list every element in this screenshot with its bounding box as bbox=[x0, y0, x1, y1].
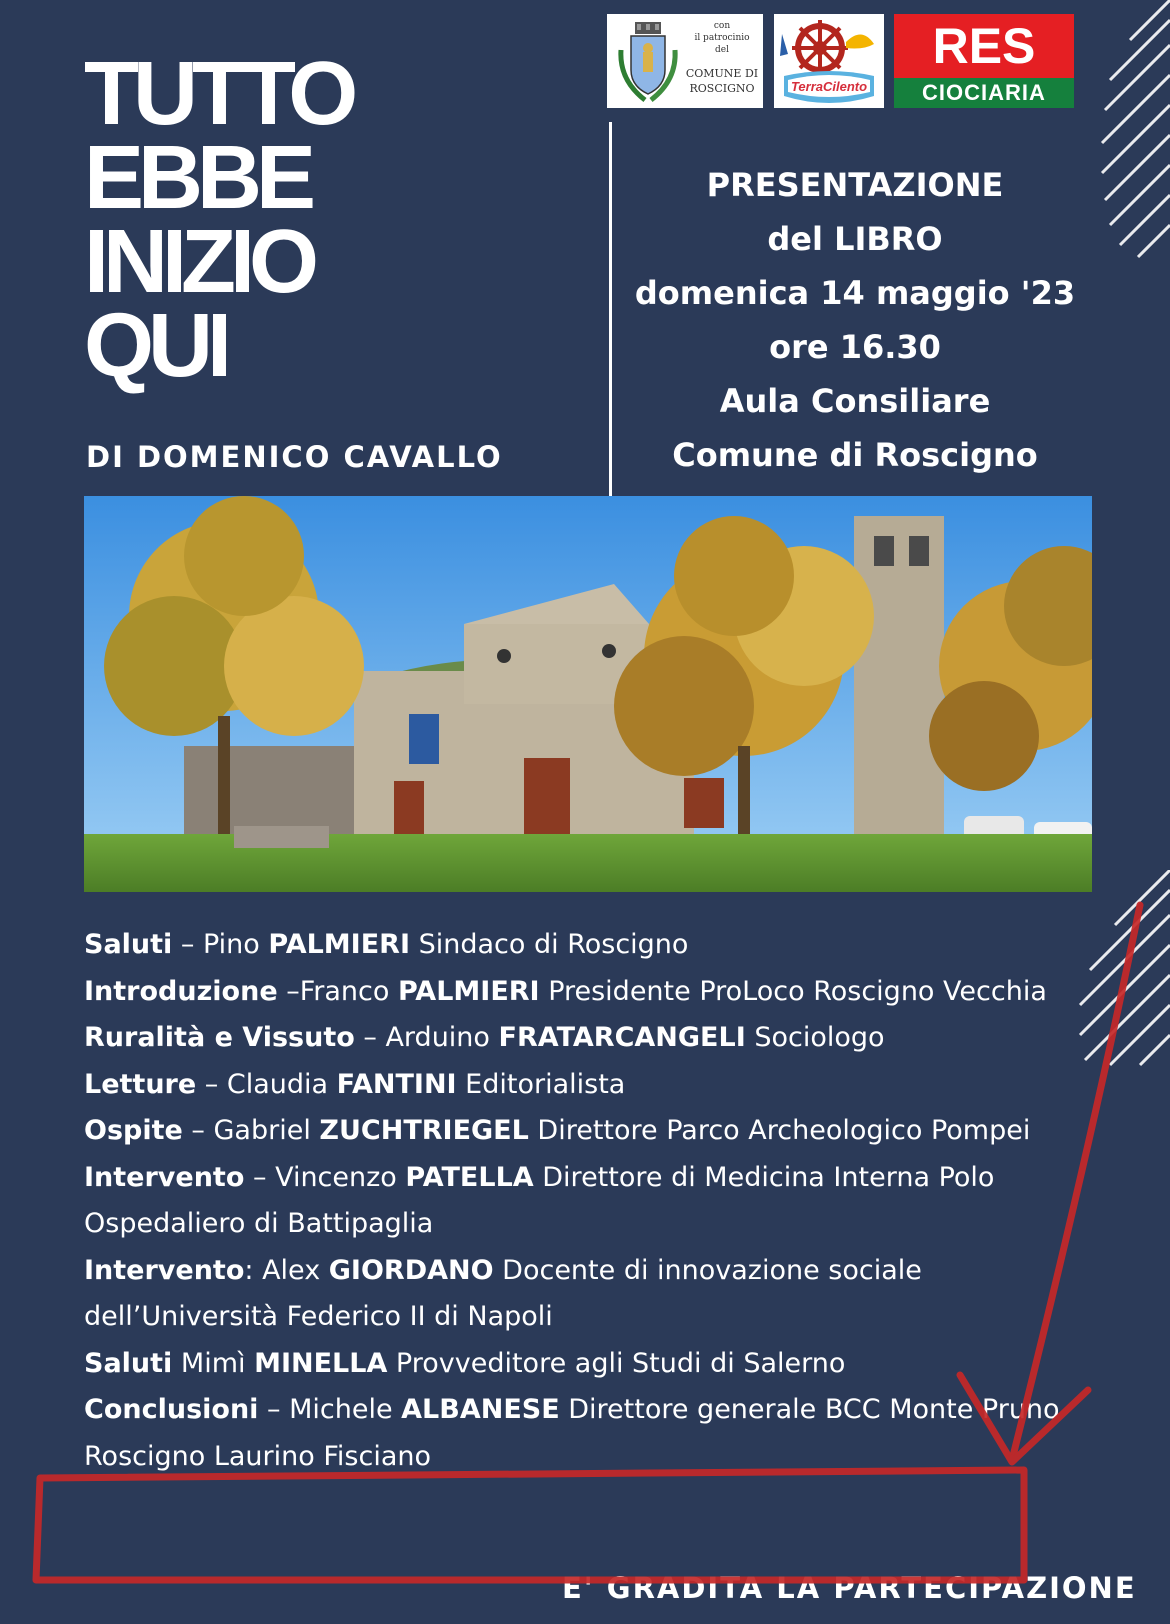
event-subheading: del LIBRO bbox=[767, 220, 943, 258]
title-line-3: INIZIO bbox=[84, 212, 313, 312]
author-line: DI DOMENICO CAVALLO bbox=[86, 440, 503, 474]
program-surname: GIORDANO bbox=[328, 1254, 494, 1286]
program-role: Intervento bbox=[84, 1161, 245, 1193]
program-sep: – Pino bbox=[172, 929, 269, 960]
program-role: Introduzione bbox=[84, 975, 278, 1007]
program-surname: FANTINI bbox=[336, 1068, 457, 1100]
program-sep: : Alex bbox=[244, 1254, 329, 1286]
program-item-highlighted bbox=[84, 1387, 1064, 1480]
program-rest: Presidente ProLoco Roscigno Vecchia bbox=[539, 975, 1047, 1007]
church-photo bbox=[84, 496, 1092, 892]
title-line-4: QUI bbox=[84, 296, 227, 396]
res-ciociaria-logo bbox=[894, 14, 1074, 108]
program-sep: –Franco bbox=[277, 975, 398, 1007]
program-item bbox=[84, 1248, 1064, 1341]
program-rest: Sindaco di Roscigno bbox=[410, 929, 689, 960]
program-item bbox=[84, 922, 1064, 969]
comune-roscigno-logo bbox=[607, 14, 763, 108]
program-item bbox=[84, 1341, 1064, 1388]
program-sep: – Arduino bbox=[354, 1022, 499, 1053]
annotation-highlight-box bbox=[36, 1470, 1024, 1580]
program-rest: Provveditore agli Studi di Salerno bbox=[387, 1347, 846, 1379]
program-surname: ZUCHTRIEGEL bbox=[319, 1115, 529, 1146]
book-title bbox=[84, 44, 353, 396]
program-item bbox=[84, 1108, 1064, 1155]
program-list bbox=[84, 922, 1064, 1480]
program-sep: – Claudia bbox=[196, 1068, 337, 1100]
comune-text-1: con bbox=[713, 21, 731, 31]
program-item bbox=[84, 1155, 1064, 1248]
program-sep: – Gabriel bbox=[182, 1115, 320, 1146]
program-item bbox=[84, 969, 1064, 1016]
program-surname: PALMIERI bbox=[398, 975, 540, 1007]
event-time: ore 16.30 bbox=[769, 328, 941, 366]
comune-text-5: ROSCIGNO bbox=[689, 82, 755, 95]
program-sep: – Michele bbox=[258, 1394, 402, 1425]
res-logo-sub: CIOCIARIA bbox=[894, 78, 1074, 108]
comune-text-2: il patrocinio bbox=[694, 33, 750, 43]
program-role: Intervento bbox=[84, 1254, 245, 1286]
event-date: domenica 14 maggio '23 bbox=[634, 274, 1076, 312]
program-surname: FRATARCANGELI bbox=[498, 1022, 746, 1053]
program-role: Conclusioni bbox=[84, 1394, 259, 1425]
terra-cilento-logo bbox=[774, 14, 884, 108]
program-role: Letture bbox=[84, 1068, 197, 1100]
program-surname: PATELLA bbox=[405, 1161, 534, 1193]
comune-text-4: COMUNE DI bbox=[685, 67, 759, 80]
program-rest: Editorialista bbox=[456, 1068, 626, 1100]
program-surname: ALBANESE bbox=[401, 1394, 560, 1425]
title-line-2: EBBE bbox=[84, 128, 311, 228]
program-role: Saluti bbox=[84, 929, 173, 960]
program-rest: Direttore di Medicina Interna Polo Ospedaliero di Battipaglia bbox=[84, 1161, 995, 1239]
res-logo-main: RES bbox=[932, 18, 1036, 74]
program-role: Ruralità e Vissuto bbox=[84, 1022, 355, 1053]
program-rest: Docente di innovazione sociale dell’Università Federico II di Napoli bbox=[84, 1254, 922, 1332]
program-item bbox=[84, 1015, 1064, 1062]
event-heading: PRESENTAZIONE bbox=[706, 166, 1004, 204]
program-sep: – Vincenzo bbox=[244, 1161, 406, 1193]
program-rest: Direttore Parco Archeologico Pompei bbox=[528, 1115, 1031, 1146]
program-rest: Direttore generale BCC Monte Pruno Roscigno Laurino Fisciano bbox=[84, 1394, 1060, 1472]
program-role: Saluti bbox=[84, 1347, 173, 1379]
event-info bbox=[620, 158, 1090, 482]
ship-wheel-icon bbox=[774, 14, 884, 108]
comune-logo-text bbox=[683, 20, 761, 96]
program-sep: Mimì bbox=[172, 1347, 255, 1379]
crest-icon bbox=[615, 20, 681, 104]
diagonal-stripes-top bbox=[1100, 0, 1170, 270]
footer-note: E' GRADITA LA PARTECIPAZIONE bbox=[562, 1571, 1137, 1605]
diagonal-stripes-mid bbox=[1075, 870, 1170, 1070]
event-venue: Aula Consiliare bbox=[719, 382, 991, 420]
event-place: Comune di Roscigno bbox=[672, 436, 1038, 474]
program-surname: MINELLA bbox=[254, 1347, 388, 1379]
program-item bbox=[84, 1062, 1064, 1109]
vertical-divider bbox=[609, 122, 612, 496]
program-rest: Sociologo bbox=[745, 1022, 885, 1053]
title-line-1: TUTTO bbox=[84, 44, 353, 144]
terra-cilento-text: TerraCilento bbox=[790, 79, 868, 94]
comune-text-3: del bbox=[715, 45, 729, 55]
program-surname: PALMIERI bbox=[268, 929, 410, 960]
program-role: Ospite bbox=[84, 1115, 183, 1146]
